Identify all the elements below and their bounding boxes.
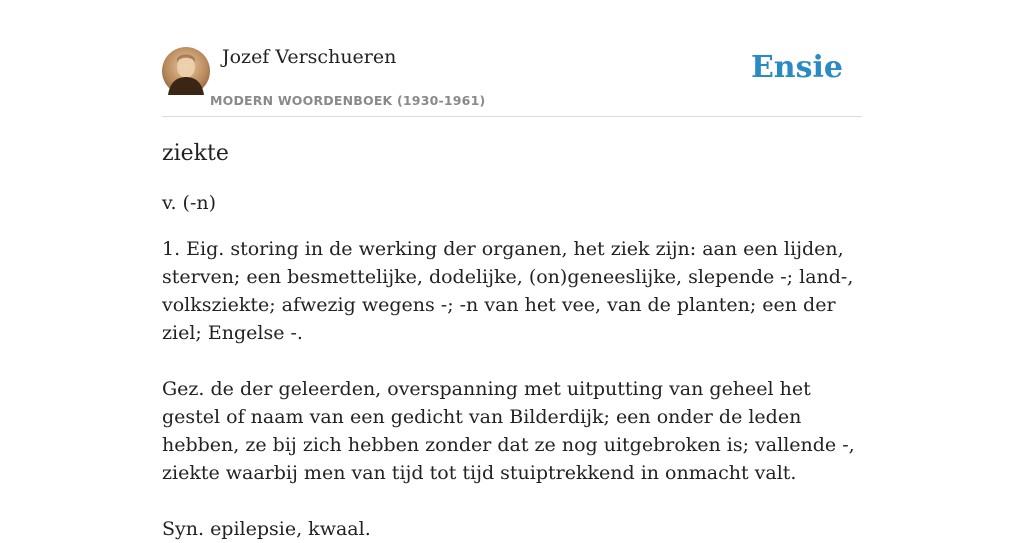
definition-paragraph: 1. Eig. storing in de werking der organen, het ziek zijn: aan een lijden, sterven; een besmettelijke, dodelijke, (on)geneeslijke, slepende -; land-, volksziekte; afwezig wegens -; -n van het vee, van de planten; een der ziel; Engelse -. [162, 238, 854, 344]
author-name[interactable]: Jozef Verschueren [222, 46, 397, 68]
entry-content [162, 138, 862, 543]
source-title[interactable]: MODERN WOORDENBOEK (1930-1961) [210, 93, 486, 108]
site-logo[interactable]: Ensie [750, 50, 843, 85]
synonyms-paragraph: Syn. epilepsie, kwaal. [162, 518, 371, 540]
definition-paragraph: Gez. de der geleerden, overspanning met uitputting van geheel het gestel of naam van een gedicht van Bilderdijk; een onder de leden hebben, ze bij zich hebben zonder dat ze nog uitgebroken is; vallende -, ziekte waarbij men van tijd tot tijd stuiptrekkend in onmacht valt. [162, 378, 855, 484]
entry-term: ziekte [162, 141, 229, 166]
author-portrait-icon [162, 47, 210, 95]
entry-header [162, 46, 862, 117]
entry-grammar: v. (-n) [162, 192, 217, 214]
author-avatar[interactable] [162, 47, 210, 95]
